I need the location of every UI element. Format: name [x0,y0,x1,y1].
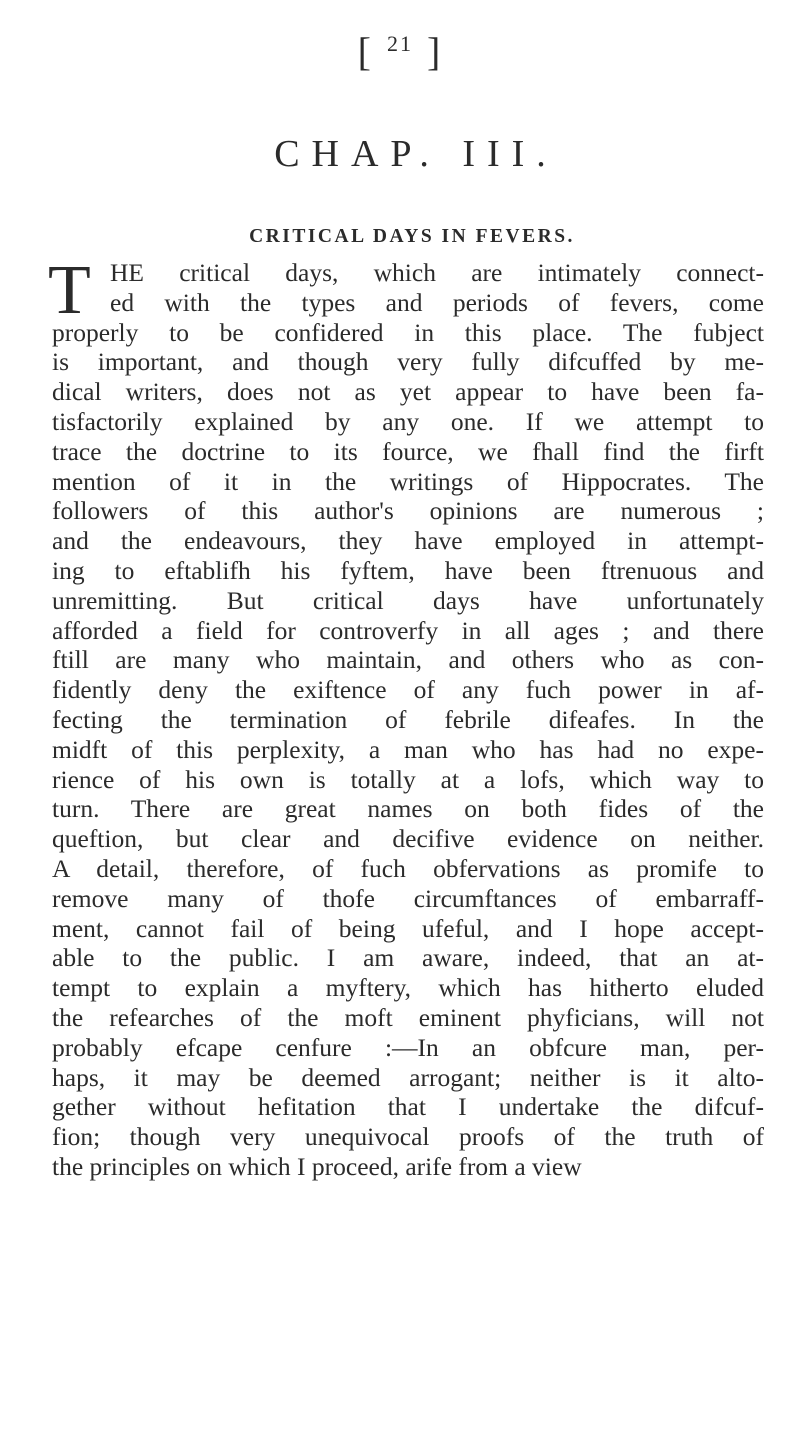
text-line: midft of this perplexity, a man who has had no expe- [52,734,764,764]
text-line: HE critical days, which are intimately connect- [110,258,764,287]
text-line: gether without hefitation that I undertake the difcuf- [52,1092,764,1122]
text-line: haps, it may be deemed arrogant; neither is it alto- [52,1062,764,1092]
text-line: turn. There are great names on both fides of the [52,794,764,824]
text-line: probably efcape cenfure :—In an obfcure man, per- [52,1032,764,1062]
body-paragraph [48,252,764,1182]
text-line: fion; though very unequivocal proofs of the truth of [52,1122,764,1152]
text-line: unremitting. But critical days have unfortunately [52,585,764,615]
text-line: ment, cannot fail of being ufeful, and I hope accept- [52,913,764,943]
section-title: CRITICAL DAYS IN FEVERS. [249,226,575,247]
text-line: able to the public. I am aware, indeed, that an at- [52,943,764,973]
text-line: rience of his own is totally at a lofs, which way to [52,764,764,794]
drop-cap: T [48,252,91,329]
text-line: trace the doctrine to its fource, we fhall find the firft [52,436,764,466]
text-line: fecting the termination of febrile difeafes. In the [52,704,764,734]
page-number: 21 [387,31,413,56]
text-line: the refearches of the moft eminent phyficians, will not [52,1002,764,1032]
text-line: ed with the types and periods of fevers, come [110,287,764,317]
chapter-title: CHAP. III. [274,133,558,175]
bracket-close: ] [427,29,443,74]
text-line: tisfactorily explained by any one. If we attempt to [52,406,764,436]
text-line: fidently deny the exiftence of any fuch power in af- [52,675,764,705]
text-line: remove many of thofe circumftances of embarraff- [52,883,764,913]
text-line: followers of this author's opinions are numerous ; [52,496,764,526]
text-line: A detail, therefore, of fuch obfervations as promife to [52,853,764,883]
bracket-open: [ [357,29,373,74]
text-line: tempt to explain a myftery, which has hitherto eluded [52,973,764,1003]
text-line: dical writers, does not as yet appear to have been fa- [52,377,764,407]
text-line: and the endeavours, they have employed in attempt- [52,526,764,556]
text-line: queftion, but clear and decifive evidence on neither. [52,824,764,854]
text-line: mention of it in the writings of Hippocrates. The [52,466,764,496]
text-line: ftill are many who maintain, and others who as con- [52,645,764,675]
text-line: is important, and though very fully difcuffed by me- [52,347,764,377]
text-line: afforded a field for controverfy in all ages ; and there [52,615,764,645]
text-line: ing to eftablifh his fyftem, have been ftrenuous and [52,555,764,585]
text-line: the principles on which I proceed, arife from a view [52,1151,582,1181]
page-number-header [0,28,800,75]
text-line: properly to be confidered in this place. The fubject [52,317,764,347]
